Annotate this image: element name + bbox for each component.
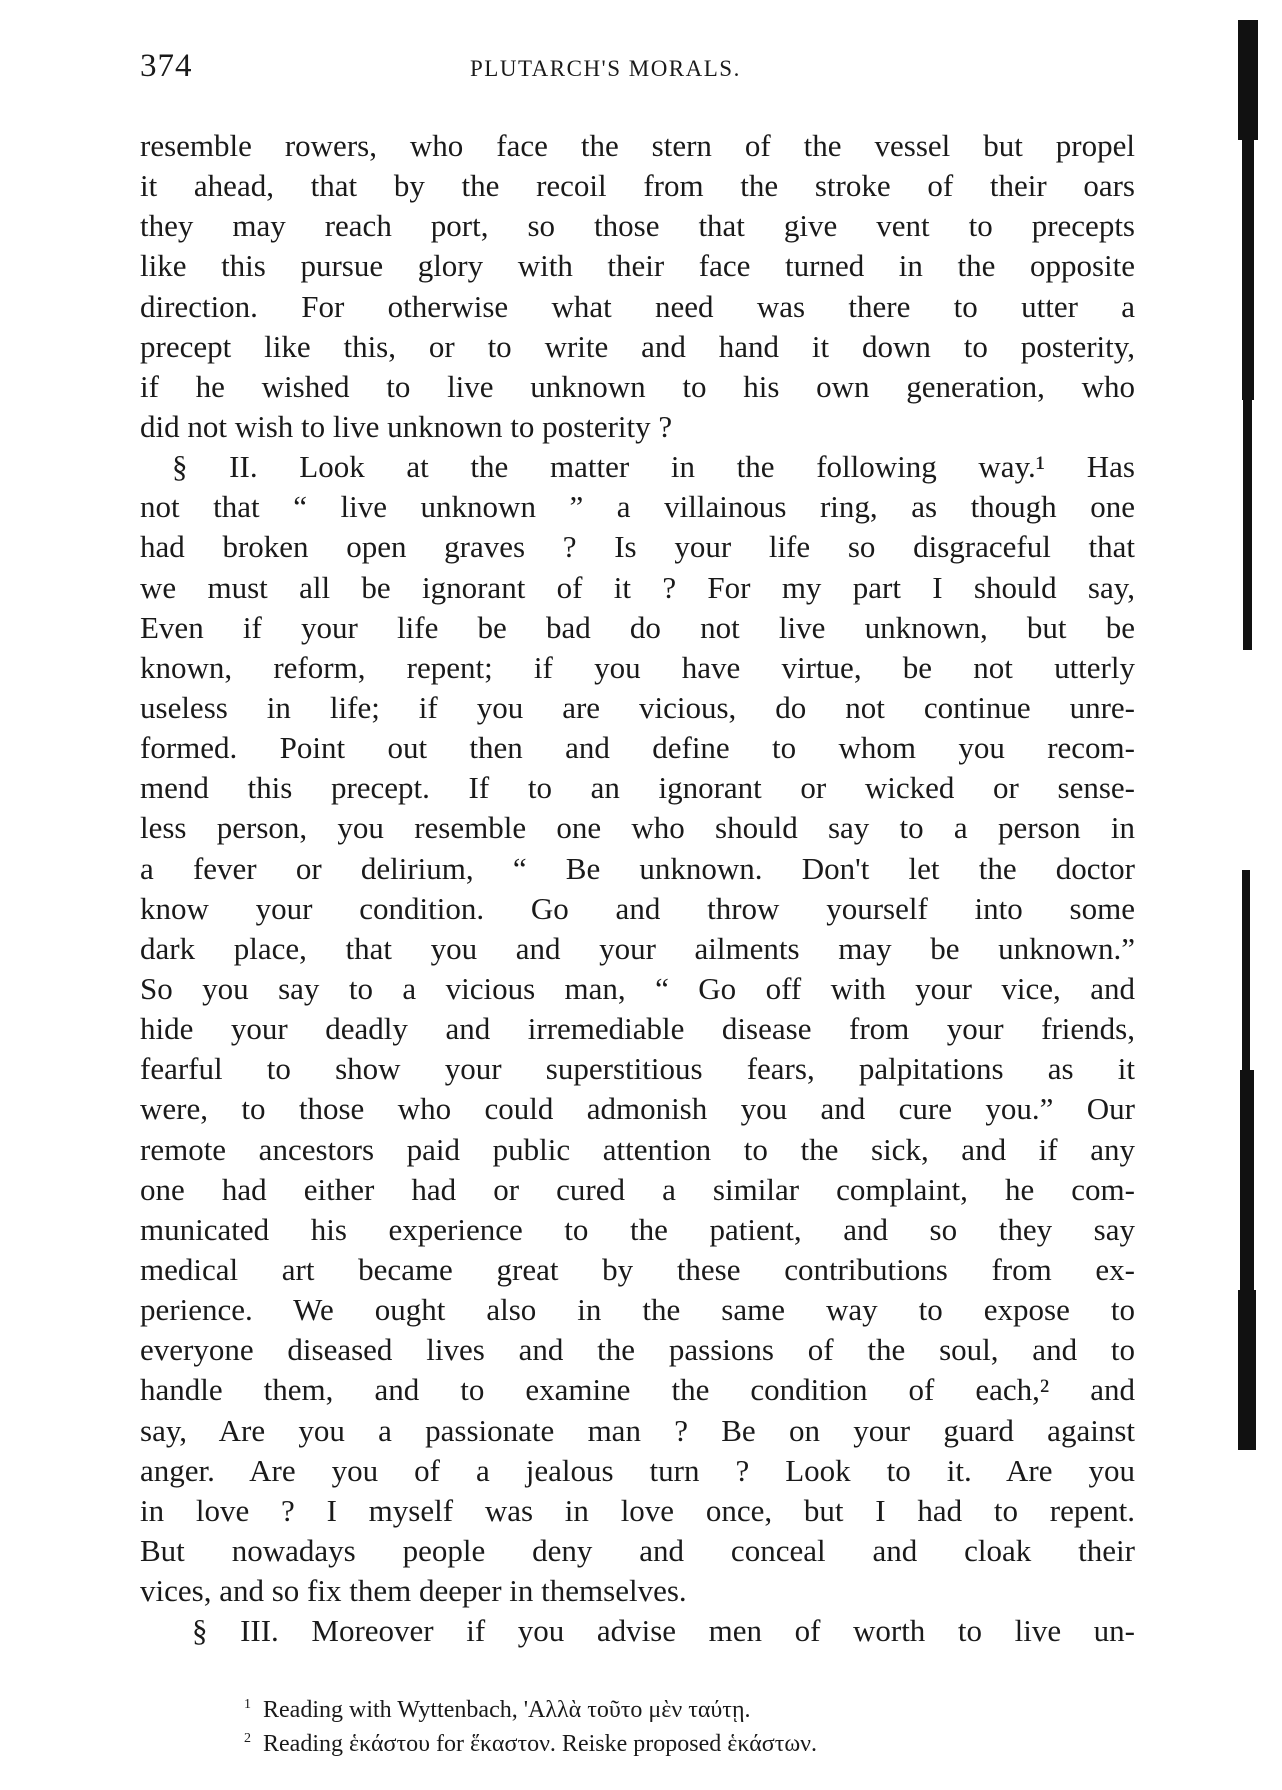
section-start-line: § III. Moreover if you advise men of worth to live un- bbox=[192, 1613, 1135, 1649]
page-number: 374 bbox=[140, 48, 193, 84]
text-line: municated his experience to the patient, and so they say bbox=[140, 1211, 1135, 1247]
text-line: know your condition. Go and throw yourself into some bbox=[140, 890, 1135, 926]
text-line: hide your deadly and irremediable disease from your friends, bbox=[140, 1011, 1135, 1047]
binding-segment bbox=[1238, 1290, 1256, 1450]
footnote-mark: 2 bbox=[244, 1731, 251, 1746]
text-line: less person, you resemble one who should say to a person in bbox=[140, 810, 1135, 846]
text-line: a fever or delirium, “ Be unknown. Don't let the doctor bbox=[140, 850, 1135, 886]
page-binding-shadow bbox=[1238, 20, 1260, 1680]
text-line: they may reach port, so those that give vent to precepts bbox=[140, 208, 1135, 244]
binding-segment bbox=[1242, 140, 1254, 400]
text-line: So you say to a vicious man, “ Go off with your vice, and bbox=[140, 970, 1135, 1006]
footnote-text: Reading ἑκάστου for ἕκαστον. Reiske proposed ἑκάστων. bbox=[263, 1731, 818, 1757]
text-line: one had either had or cured a similar complaint, he com- bbox=[140, 1171, 1135, 1207]
binding-segment bbox=[1243, 400, 1252, 650]
footnote bbox=[244, 1688, 1144, 1722]
text-line: resemble rowers, who face the stern of the vessel but propel bbox=[140, 128, 1135, 163]
section-start-line: § II. Look at the matter in the following way.¹ Has bbox=[172, 449, 1135, 485]
body-text bbox=[140, 126, 1135, 1651]
text-line: had broken open graves ? Is your life so disgraceful that bbox=[140, 529, 1135, 565]
text-line: were, to those who could admonish you and cure you.” Our bbox=[140, 1091, 1135, 1127]
text-line: everyone diseased lives and the passions of the soul, and to bbox=[140, 1332, 1135, 1368]
text-line: it ahead, that by the recoil from the stroke of their oars bbox=[140, 168, 1135, 204]
text-line: dark place, that you and your ailments may be unknown.” bbox=[140, 930, 1135, 966]
page-header bbox=[140, 48, 1140, 98]
text-line: mend this precept. If to an ignorant or wicked or sense- bbox=[140, 770, 1135, 806]
footnote-mark: 1 bbox=[244, 1697, 251, 1712]
text-line: remote ancestors paid public attention to the sick, and if any bbox=[140, 1131, 1135, 1167]
text-line: anger. Are you of a jealous turn ? Look to it. Are you bbox=[140, 1452, 1135, 1488]
text-line: useless in life; if you are vicious, do not continue unre- bbox=[140, 689, 1135, 725]
text-line: direction. For otherwise what need was there to utter a bbox=[140, 288, 1135, 324]
text-line: fearful to show your superstitious fears, palpitations as it bbox=[140, 1051, 1135, 1087]
binding-segment bbox=[1238, 20, 1258, 140]
footnote-text: Reading with Wyttenbach, 'Αλλὰ τοῦτο μὲν ταύτῃ. bbox=[263, 1697, 751, 1723]
text-line: not that “ live unknown ” a villainous ring, as though one bbox=[140, 489, 1135, 525]
text-line: we must all be ignorant of it ? For my part I should say, bbox=[140, 569, 1135, 605]
text-line: say, Are you a passionate man ? Be on your guard against bbox=[140, 1412, 1135, 1448]
text-line: precept like this, or to write and hand it down to posterity, bbox=[140, 328, 1135, 364]
text-line: perience. We ought also in the same way to expose to bbox=[140, 1292, 1135, 1328]
text-line: medical art became great by these contributions from ex- bbox=[140, 1251, 1135, 1287]
text-line: formed. Point out then and define to whom you recom- bbox=[140, 730, 1135, 766]
text-line: did not wish to live unknown to posterity ? bbox=[140, 408, 673, 444]
text-line: like this pursue glory with their face turned in the opposite bbox=[140, 248, 1135, 284]
binding-segment bbox=[1242, 870, 1250, 1070]
text-line: handle them, and to examine the condition of each,² and bbox=[140, 1372, 1135, 1408]
footnote bbox=[244, 1722, 1144, 1756]
footnotes bbox=[244, 1688, 1144, 1756]
text-line: But nowadays people deny and conceal and cloak their bbox=[140, 1532, 1135, 1568]
text-line: vices, and so fix them deeper in themselves. bbox=[140, 1573, 687, 1609]
text-line: known, reform, repent; if you have virtue, be not utterly bbox=[140, 649, 1135, 685]
running-head: PLUTARCH'S MORALS. bbox=[470, 56, 741, 81]
binding-segment bbox=[1240, 1070, 1254, 1290]
text-line: if he wished to live unknown to his own generation, who bbox=[140, 368, 1135, 404]
text-line: in love ? I myself was in love once, but I had to repent. bbox=[140, 1492, 1135, 1528]
text-line: Even if your life be bad do not live unknown, but be bbox=[140, 609, 1135, 645]
